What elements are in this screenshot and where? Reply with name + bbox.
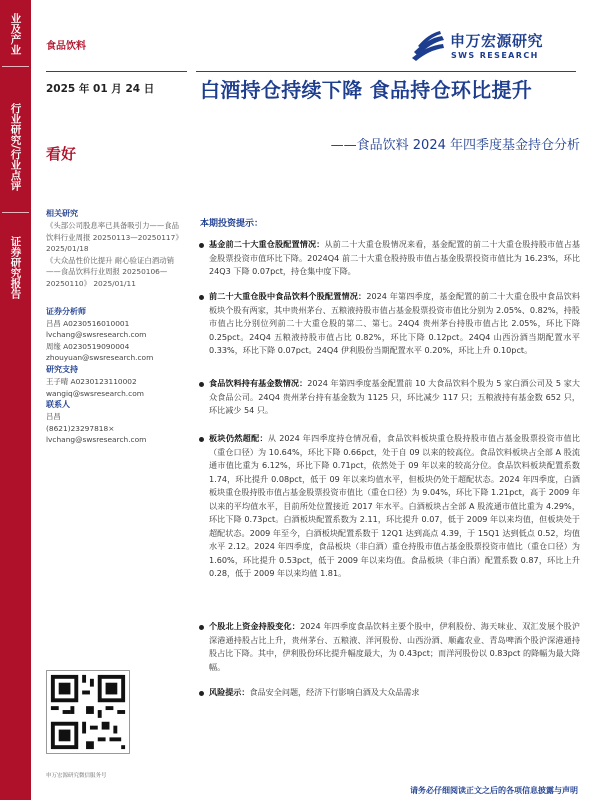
analyst-email[interactable]: lvchang@swsresearch.com <box>46 330 147 340</box>
bullet-lead: 风险提示： <box>209 687 250 697</box>
report-subtitle: ——食品饮料 2024 年四季度基金持仓分析 <box>330 138 580 153</box>
sidebar-divider <box>2 212 29 213</box>
bullet-lead: 基金前二十大重仓股配置情况： <box>209 239 325 249</box>
qr-code-icon <box>47 671 129 753</box>
contact-name: 吕昌 <box>46 412 61 422</box>
report-title: 白酒持仓持续下降 食品持仓环比提升 <box>200 78 533 102</box>
bullet-text: 2024 年第四季度基金配置前 10 大食品饮料个股为 5 家白酒公司及 5 家大众食品公司。24Q4 贵州茅台持有基金数为 1125 只，环比减少 117 只；五粮液持有基金数 652 只，环比减少 54 只。 <box>209 378 580 415</box>
bullet-text: 食品安全问题，经济下行影响白酒及大众品需求 <box>249 687 420 697</box>
sidebar-section-industry: 业及产业 <box>9 13 22 55</box>
summary-bullet <box>200 377 580 418</box>
contact-phone: (8621)23297818× <box>46 423 115 433</box>
related-research-heading: 相关研究 <box>46 209 78 218</box>
bullet-dot-icon <box>199 691 204 696</box>
qr-caption: 申万宏源研究微信服务号 <box>46 773 107 779</box>
sidebar-divider <box>2 66 29 67</box>
summary-bullet <box>200 238 580 279</box>
report-date: 2025 年 01 月 24 日 <box>46 83 155 95</box>
bullet-dot-icon <box>199 382 204 387</box>
logo-english-name: SWS RESEARCH <box>451 51 539 60</box>
industry-rating: 看好 <box>46 145 77 163</box>
bullet-lead: 前二十大重仓股中食品饮料个股配置情况： <box>209 291 367 301</box>
sws-logo-icon <box>410 30 446 64</box>
related-research-item[interactable]: 《头部公司股息率已具备吸引力——食品饮料行业周报 20250113—20250117》 2025/01/18 <box>46 221 183 254</box>
investment-summary-heading: 本期投资提示： <box>200 219 264 229</box>
bullet-dot-icon <box>199 243 204 248</box>
assistant-email[interactable]: wangiq@swsresearch.com <box>46 388 144 398</box>
company-logo <box>410 28 575 70</box>
left-info-column <box>46 208 186 446</box>
disclosure-footer: 请务必仔细阅读正文之后的各项信息披露与声明 <box>410 786 578 795</box>
analyst-line: 周缘 A0230519090004 <box>46 341 130 351</box>
wechat-qr-code <box>46 670 130 754</box>
header-rule-right <box>196 71 576 72</box>
contact-heading: 联系人 <box>46 400 70 410</box>
summary-bullet <box>200 432 580 581</box>
assistant-line: 王子晴 A0230123110002 <box>46 376 137 386</box>
bullet-lead: 板块仍然超配： <box>209 433 268 443</box>
bullet-text: 从前二十大重仓股情况来看，基金配置的前二十大重仓股持股市值占基金股票投资市值环比下降。2024Q4 前二十大重仓股持股市值占基金股票投资市值比为 16.23%，环比 24Q3 下降 0.07pct，持仓集中度下降。 <box>209 239 580 276</box>
research-support-heading: 研究支持 <box>46 364 78 374</box>
sidebar <box>0 0 31 800</box>
bullet-text: 2024 年第四季度，基金配置的前二十大重仓股中食品饮料板块个股有两家，其中贵州茅台、五粮液持股市值占基金股票投资市值比分别为 2.05%、0.82%，持股市值占比分别位列前二十大重仓股的第二、第七。24Q4 贵州茅台持股市值占比 2.05%，环比下降 0.25pct。24Q4 五粮液持股市值占比 0.82%，环比下降 0.12pct。24Q4 山西汾酒当期配置水平 0.33%，环比下降 0.07pct。24Q4 伊利股份当期配置水平 0.20%，环比上升 0.10pct。 <box>209 291 580 355</box>
contact-email[interactable]: lvchang@swsresearch.com <box>46 435 147 445</box>
bullet-text: 从 2024 年四季度持仓情况看，食品饮料板块重仓股持股市值占基金股票投资市值比（重仓口径）为 10.64%，环比下降 0.66pct，处于自 09 以来的较高位。食品饮料板块占全部 A 股流通市值比重为 6.12%，环比下降 0.71pct，依然处于 09 年以来的较高分位。食品饮料板块配置系数 1.74，环比提升 0.08pct，低于 09 年以来均值水平，但板块仍处于超配状态。2024 年四季度，白酒板块重仓股持股市值占基金股票投资市值比（重仓口径）为 9.04%，环比下降 1.21pct，高于 2009 年以来的平均值水平，目前所处位置接近 2017 年水平。白酒板块占全部 A 股流通市值比重为 4.29%，环比下降 0.73pct。白酒板块配置系数为 2.11，环比提升 0.07，低于 2009 年以来均值，但板块处于超配状态。2009 年至今，白酒板块配置系数于 12Q1 达到高点 4.39，于 15Q1 达到低点 0.52，均值水平 2.12。2024 年四季度，食品板块（非白酒）重仓持股市值占基金股票投资市值比（重仓口径）为 1.60%，环比提升 0.53pct，低于 2009 年以来均值。食品板块（非白酒）配置系数 0.87，环比上升 0.28，低于 2009 年以来均值 1.81。 <box>209 433 580 578</box>
logo-chinese-name: 申万宏源研究 <box>450 32 544 50</box>
related-research-item[interactable]: 《大众品性价比提升 耐心验证白酒动销——食品饮料行业周报 20250106—20250110》 2025/01/11 <box>46 255 174 288</box>
analysts-heading: 证券分析师 <box>46 306 86 316</box>
sidebar-section-research-report: 证券研究报告 <box>9 235 22 299</box>
summary-bullet <box>200 290 580 358</box>
analyst-email[interactable]: zhouyuan@swsresearch.com <box>46 353 154 363</box>
bullet-dot-icon <box>199 625 204 630</box>
bullet-lead: 食品饮料持有基金数情况： <box>209 378 308 388</box>
analyst-line: 吕昌 A0230516010001 <box>46 318 130 328</box>
bullet-dot-icon <box>199 437 204 442</box>
summary-bullet <box>200 620 580 674</box>
bullet-dot-icon <box>199 295 204 300</box>
industry-category: 食品饮料 <box>46 41 86 52</box>
bullet-text: 2024 年四季度食品饮料主要个股中，伊利股份、海天味业、双汇发展个股沪深港通持股占比上升，贵州茅台、五粮液、洋河股份、山西汾酒、顺鑫农业、青岛啤酒个股沪深港通持股占比下降。其中，伊利股份环比提升幅度最大，为 0.43pct；而洋河股份以 0.83pct 的降幅为最大降幅。 <box>209 621 580 672</box>
sidebar-section-report-type: 行业研究/行业点评 <box>9 103 22 191</box>
header-rule-left <box>46 71 187 72</box>
summary-bullet <box>200 686 580 700</box>
bullet-lead: 个股北上资金持股变化： <box>209 621 301 631</box>
